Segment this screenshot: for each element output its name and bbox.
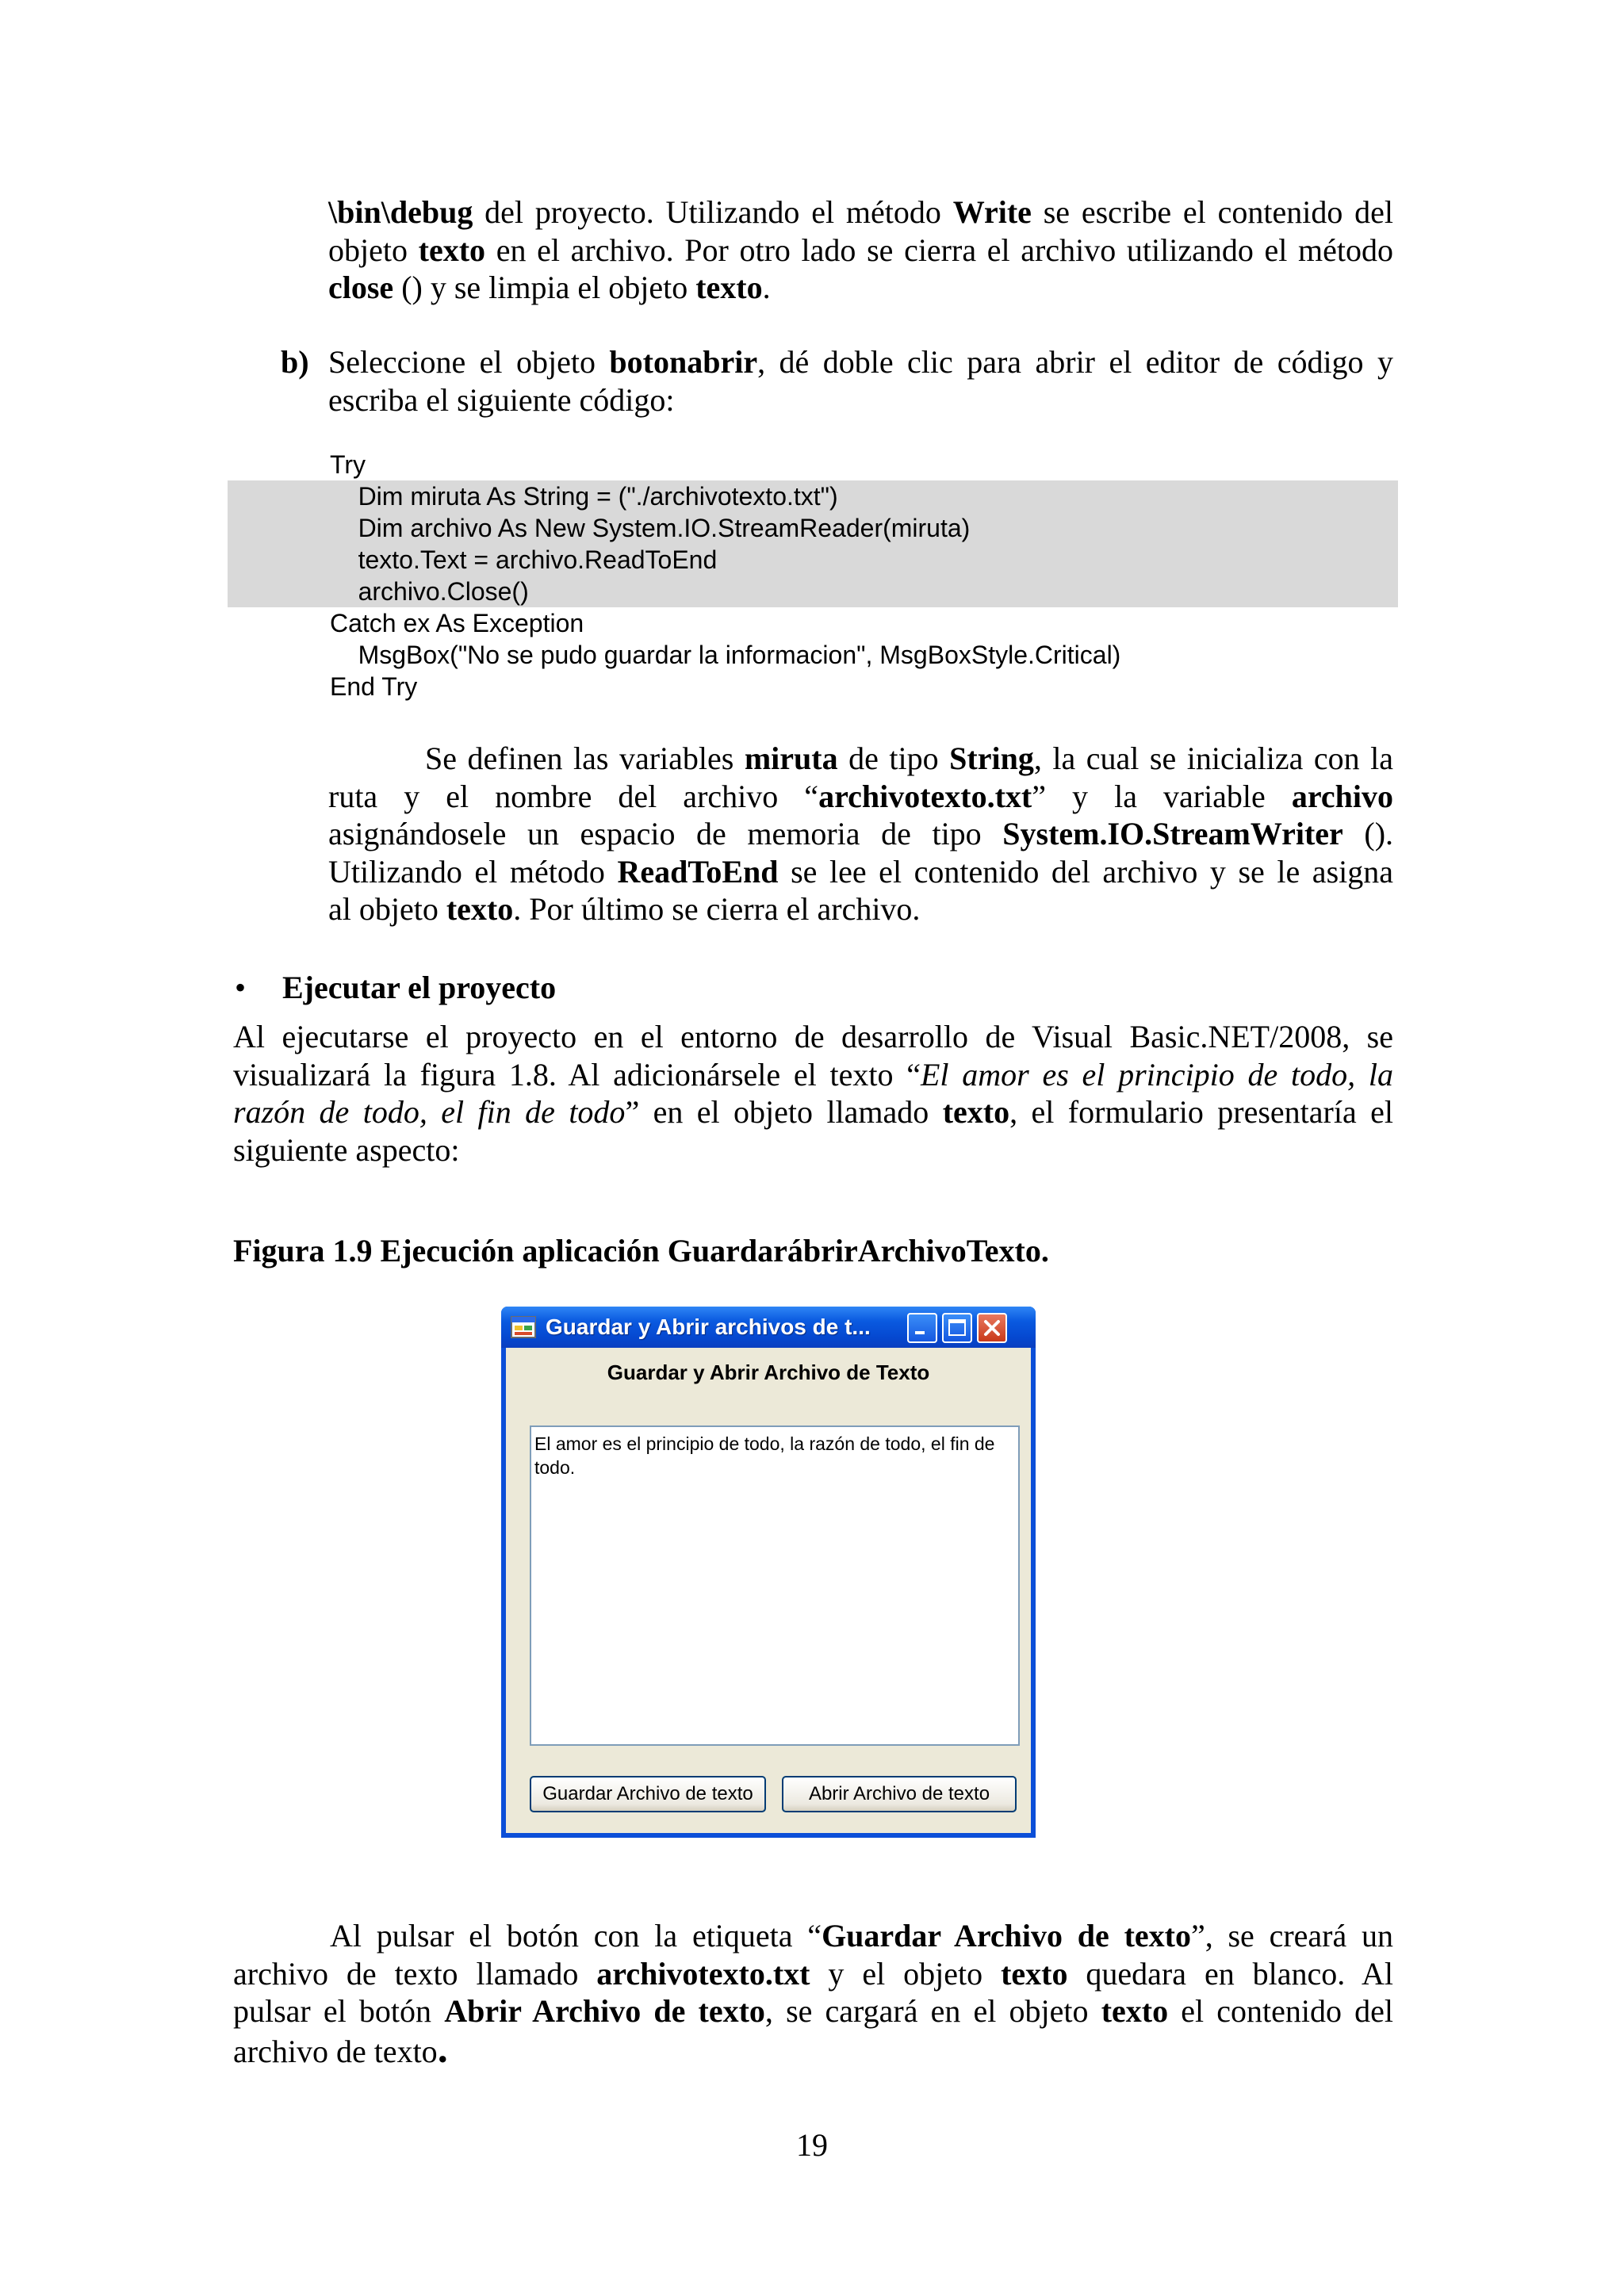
paragraph-variables: [328, 740, 1393, 928]
paragraph-execution: [233, 1018, 1393, 1169]
text: ().: [1342, 816, 1394, 851]
bold-term: miruta: [744, 740, 838, 776]
paragraph-intro: [328, 193, 1393, 307]
minimize-icon: [909, 1314, 936, 1341]
text: archivo de texto llamado: [233, 1955, 597, 1992]
text: , la cual se inicializa con la: [1033, 740, 1394, 776]
minimize-button[interactable]: [907, 1313, 937, 1343]
close-icon: [979, 1314, 1005, 1341]
text: Se definen las variables: [425, 740, 745, 776]
text: ” en el objeto llamado: [625, 1094, 943, 1130]
bold-term: archivotexto.txt: [818, 778, 1032, 814]
title-bar[interactable]: [501, 1307, 1036, 1348]
text: pulsar el botón: [233, 1993, 445, 2029]
text: Al ejecutarse el proyecto en el entorno de desarrollo de Visual Basic.NET/2008, se: [233, 1019, 1393, 1054]
text: al objeto: [328, 891, 446, 927]
text: ” y la variable: [1032, 778, 1292, 814]
bold-term: Abrir Archivo de texto: [444, 1993, 765, 2029]
text: archivo de texto: [233, 2033, 438, 2069]
code-line: Catch ex As Exception: [330, 609, 584, 637]
italic-quote: El amor es el principio de todo, la: [920, 1056, 1394, 1093]
text: , dé doble clic para abrir el editor de código y: [757, 344, 1394, 380]
bold-term: Write: [952, 194, 1032, 230]
open-file-button[interactable]: Abrir Archivo de texto: [782, 1776, 1017, 1812]
text: asignándosele un espacio de memoria de tipo: [328, 816, 1003, 851]
app-window: [501, 1307, 1036, 1838]
bold-term: texto: [942, 1094, 1010, 1130]
text: Seleccione el objeto: [328, 344, 610, 380]
code-line: End Try: [330, 672, 418, 701]
text: de tipo: [837, 740, 950, 776]
figure-caption: Figura 1.9 Ejecución aplicación GuardarábrirArchivoTexto.: [233, 1233, 1049, 1269]
step-marker: b): [281, 344, 309, 380]
text: visualizará la figura 1.8. Al adicionársele el texto “: [233, 1056, 921, 1093]
text: objeto: [328, 232, 419, 268]
form-client-area: [506, 1348, 1031, 1833]
bold-term: archivotexto.txt: [596, 1955, 810, 1992]
text: siguiente aspecto:: [233, 1131, 460, 1168]
bold-term: System.IO.StreamWriter: [1002, 816, 1343, 851]
text: se lee el contenido del archivo y se le asigna: [778, 853, 1393, 890]
code-line: Dim archivo As New System.IO.StreamReader(miruta): [330, 514, 971, 542]
bold-term: texto: [695, 270, 763, 305]
text: . Por último se cierra el archivo.: [513, 891, 921, 927]
text: , el formulario presentaría el: [1009, 1094, 1393, 1130]
bold-term: close: [328, 270, 394, 305]
text: se escribe el contenido del: [1031, 194, 1393, 230]
code-line: Try: [330, 450, 366, 479]
text: ruta y el nombre del archivo “: [328, 778, 819, 814]
text: Al pulsar el botón con la etiqueta “: [330, 1918, 822, 1954]
text: quedara en blanco. Al: [1067, 1955, 1393, 1992]
text: .: [762, 270, 771, 305]
text: () y se limpia el objeto: [393, 270, 696, 305]
paragraph-buttons: [233, 1917, 1393, 2070]
bold-term: botonabrir: [609, 344, 758, 380]
page-number: 19: [796, 2127, 828, 2163]
text: , se cargará en el objeto: [764, 1993, 1101, 2029]
text: en el archivo. Por otro lado se cierra el archivo utilizando el método: [485, 232, 1393, 268]
bold-term: ReadToEnd: [617, 853, 779, 890]
bold-term: archivo: [1291, 778, 1393, 814]
text: del proyecto. Utilizando el método: [473, 194, 953, 230]
form-label: Guardar y Abrir Archivo de Texto: [607, 1360, 930, 1384]
code-line: Dim miruta As String = ("./archivotexto.txt"): [330, 482, 838, 511]
bold-term: texto: [446, 891, 514, 927]
bold-term: .: [437, 2026, 448, 2072]
bold-term: texto: [1101, 1993, 1169, 2029]
maximize-button[interactable]: [942, 1313, 972, 1343]
code-line: archivo.Close(): [330, 577, 529, 606]
text: el contenido del: [1168, 1993, 1394, 2029]
text: ”, se creará un: [1190, 1918, 1393, 1954]
text: escriba el siguiente código:: [328, 381, 675, 418]
bold-term: String: [949, 740, 1034, 776]
italic-quote: razón de todo, el fin de todo: [233, 1094, 626, 1130]
code-line: MsgBox("No se pudo guardar la informacion", MsgBoxStyle.Critical): [330, 641, 1121, 669]
text: y el objeto: [810, 1955, 1002, 1992]
bullet-symbol: •: [235, 970, 247, 1005]
code-line: texto.Text = archivo.ReadToEnd: [330, 545, 718, 574]
text-content-box[interactable]: El amor es el principio de todo, la razón de todo, el fin de todo.: [530, 1425, 1020, 1746]
bold-term: \bin\debug: [328, 194, 473, 230]
bold-term: texto: [418, 232, 486, 268]
section-heading: Ejecutar el proyecto: [282, 970, 557, 1005]
window-title: Guardar y Abrir archivos de t...: [546, 1314, 871, 1339]
text: Utilizando el método: [328, 853, 618, 890]
close-button[interactable]: [977, 1313, 1007, 1343]
form-icon: [511, 1316, 536, 1338]
maximize-icon: [944, 1314, 971, 1341]
save-file-button[interactable]: Guardar Archivo de texto: [530, 1776, 766, 1812]
bold-term: Guardar Archivo de texto: [822, 1918, 1191, 1954]
bold-term: texto: [1001, 1955, 1068, 1992]
step-b-text: [328, 343, 1393, 419]
